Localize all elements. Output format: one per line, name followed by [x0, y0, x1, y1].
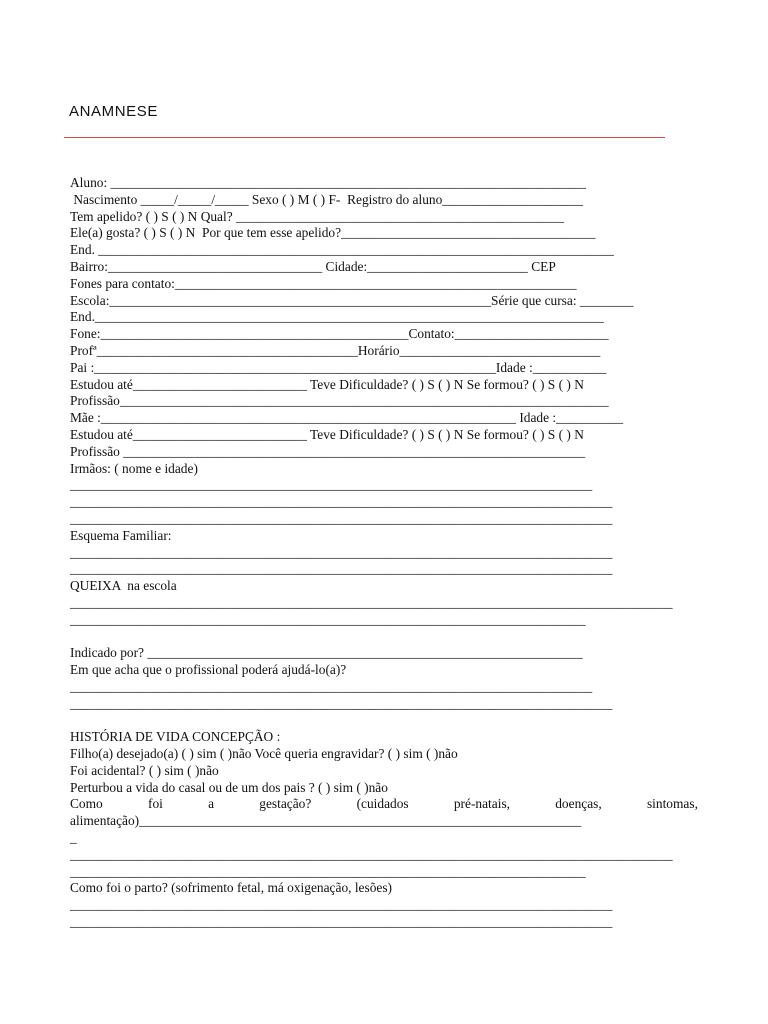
gestacao-word: pré-natais, — [453, 796, 510, 812]
aluno-line: Aluno: _______________________________________________________________________ — [70, 175, 586, 190]
anamnese-form — [70, 175, 698, 931]
gestacao-blank-1: __________________________________________________________________________________________ — [70, 846, 673, 862]
irmaos-blank-3: _________________________________________________________________________________ — [70, 510, 613, 526]
spacer — [70, 629, 698, 646]
spacer — [70, 713, 698, 730]
acidental-line: Foi acidental? ( ) sim ( )não — [70, 762, 219, 778]
alimentacao-line: alimentação)__________________________________________________________________ — [70, 813, 582, 829]
gestacao-word: a — [208, 796, 215, 812]
perturbou-line: Perturbou a vida do casal ou de um dos pais ? ( ) sim ( )não — [70, 779, 388, 795]
fone-line: Fone:______________________________________________Contato:_______________________ — [70, 326, 609, 342]
gestacao-word: gestação? — [259, 796, 312, 812]
escola-line: Escola:_________________________________________________________Série que cursa: ________ — [70, 292, 634, 308]
esquema-familiar-label: Esquema Familiar: — [70, 527, 172, 543]
indicado-line: Indicado por? _________________________________________________________________ — [70, 645, 583, 661]
ajuda-blank-2: _________________________________________________________________________________ — [70, 695, 613, 711]
mae-line: Mãe :______________________________________________________________ Idade :__________ — [70, 410, 624, 426]
gosta-line: Ele(a) gosta? ( ) S ( ) N Por que tem esse apelido?______________________________________ — [70, 225, 596, 241]
filho-desejado-line: Filho(a) desejado(a) ( ) sim ( )não Você queria engravidar? ( ) sim ( )não — [70, 746, 458, 762]
parto-blank-2: _________________________________________________________________________________ — [70, 914, 613, 930]
professora-line: Profª_______________________________________Horário______________________________ — [70, 342, 601, 358]
ajuda-label: Em que acha que o profissional poderá ajudá-lo(a)? — [70, 662, 347, 678]
apelido-line: Tem apelido? ( ) S ( ) N Qual? _________________________________________________ — [70, 208, 565, 224]
gestacao-blank-2: _____________________________________________________________________________ — [70, 863, 586, 879]
gestacao-word: doenças, — [555, 796, 602, 812]
queixa-blank-1: __________________________________________________________________________________________ — [70, 594, 673, 610]
parto-label: Como foi o parto? (sofrimento fetal, má oxigenação, lesões) — [70, 880, 393, 896]
pai-line: Pai :____________________________________________________________Idade :___________ — [70, 359, 607, 375]
gestacao-word: Como — [70, 796, 103, 812]
queixa-label: QUEIXA na escola — [70, 578, 177, 594]
endereco-line: End. _____________________________________________________________________________ — [70, 242, 614, 258]
nascimento-line: Nascimento _____/_____/_____ Sexo ( ) M ( ) F- Registro do aluno_____________________ — [70, 191, 583, 207]
gestacao-word: foi — [147, 796, 163, 812]
mae-estudou-line: Estudou até__________________________ Teve Dificuldade? ( ) S ( ) N Se formou? ( ) S ( ) N — [70, 426, 584, 442]
escola-endereco-line: End.____________________________________________________________________________ — [70, 309, 604, 325]
fones-line: Fones para contato:____________________________________________________________ — [70, 275, 577, 291]
irmaos-label: Irmãos: ( nome e idade) — [70, 460, 198, 476]
bairro-line: Bairro:________________________________ Cidade:________________________ CEP — [70, 258, 556, 274]
esquema-blank-1: _________________________________________________________________________________ — [70, 544, 613, 560]
gestacao-word: (cuidados — [356, 796, 409, 812]
document-title: ANAMNESE — [69, 103, 158, 120]
ajuda-blank-1: ______________________________________________________________________________ — [70, 678, 593, 694]
esquema-blank-2: _________________________________________________________________________________ — [70, 561, 613, 577]
title-rule — [64, 137, 665, 138]
irmaos-blank-2: _________________________________________________________________________________ — [70, 494, 613, 510]
dash-line: _ — [70, 830, 77, 846]
pai-estudou-line: Estudou até__________________________ Teve Dificuldade? ( ) S ( ) N Se formou? ( ) S ( ) N — [70, 376, 584, 392]
mae-profissao-line: Profissão _____________________________________________________________________ — [70, 443, 586, 459]
parto-blank-1: _________________________________________________________________________________ — [70, 897, 613, 913]
queixa-blank-2: _____________________________________________________________________________ — [70, 611, 586, 627]
historia-heading: HISTÓRIA DE VIDA CONCEPÇÃO : — [70, 729, 281, 745]
gestacao-question-line — [70, 796, 698, 813]
gestacao-word: sintomas, — [646, 796, 698, 812]
pai-profissao-line: Profissão_________________________________________________________________________ — [70, 393, 609, 409]
irmaos-blank-1: ______________________________________________________________________________ — [70, 477, 593, 493]
